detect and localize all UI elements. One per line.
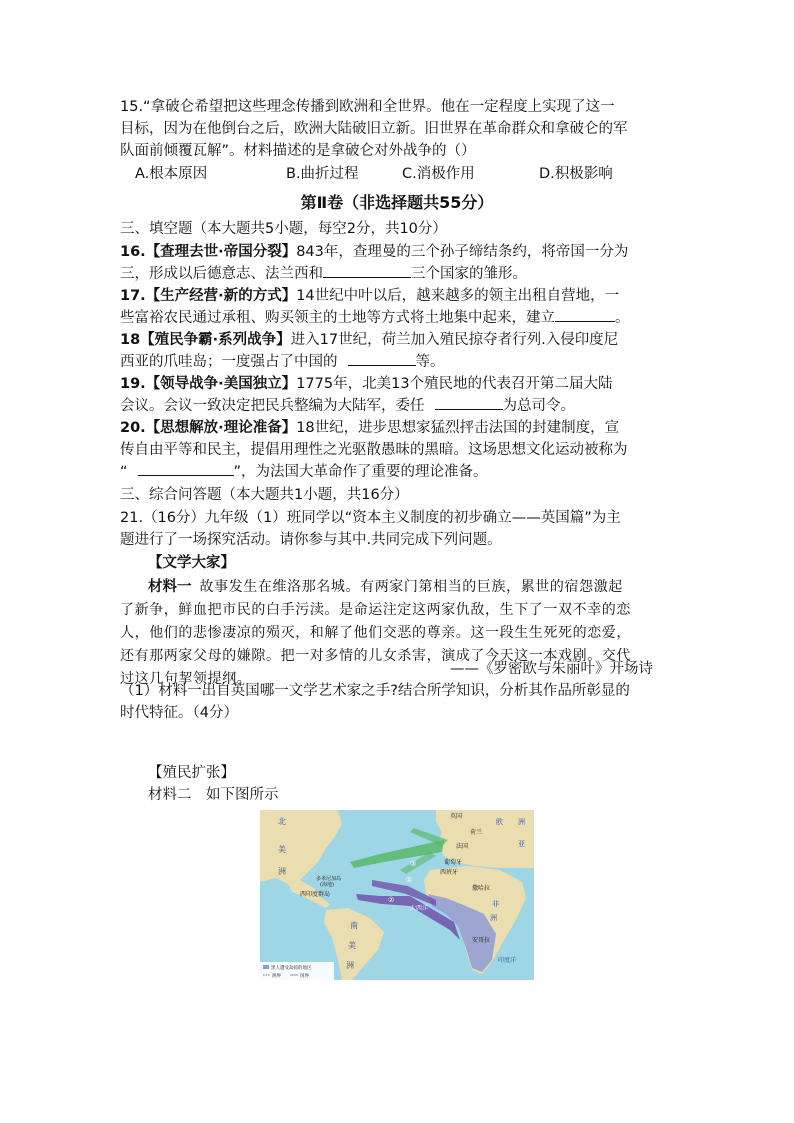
- q16-text-2a: 三，形成以后德意志、法兰西和: [120, 266, 323, 282]
- material1-text-1: 故事发生在维洛那名城。有两家门第相当的巨族，累世的宿怨激起: [199, 579, 623, 595]
- section-fill-blank-title: 三、填空题（本大题共5小题，每空2分，共10分）: [120, 221, 447, 237]
- q20-line-2: 传自由平等和民主，提倡用理性之光驱散愚昧的黑暗。这场思想文化运动被称为: [120, 442, 628, 458]
- q15-option-d: D.积极影响: [539, 166, 613, 182]
- part2-title: 第Ⅱ卷（非选择题共55分）: [300, 193, 494, 212]
- label-haiti: (海地): [320, 882, 334, 888]
- literature-heading: 【文学大家】: [148, 555, 235, 571]
- label-ya: 亚: [518, 840, 525, 848]
- label-zhou3: 洲: [490, 914, 497, 922]
- label-route-2: ②: [388, 896, 395, 904]
- q18-blank[interactable]: [348, 351, 416, 366]
- label-atlantic: 大西洋: [410, 905, 429, 912]
- label-netherlands: 荷兰: [470, 829, 483, 836]
- q19-text-2b: 为总司令。: [502, 398, 575, 414]
- legend-raid-swatch: [263, 965, 269, 969]
- q16-tag: 16.【查理去世·帝国分裂】: [120, 244, 297, 260]
- q15-line-3: 队面前倾覆瓦解”。材料描述的是拿破仑对外战争的（）: [120, 143, 476, 159]
- q17-text-2b: 。: [615, 310, 630, 326]
- q20-line-1: [120, 417, 619, 439]
- label-south: 南: [350, 921, 358, 930]
- q16-text-1: 843年，查理曼的三个孙子缔结条约，将帝国一分为: [296, 244, 629, 260]
- q15-option-b: B.曲折过程: [286, 166, 359, 182]
- sub-question-1-line-2: 时代特征。（4分）: [120, 705, 238, 721]
- q19-blank[interactable]: [435, 395, 503, 410]
- q19-line-1: [120, 373, 613, 395]
- q20-line-3: [120, 461, 488, 483]
- q18-text-1: 进入17世纪，荷兰加入殖民掠夺者行列.入侵印度尼: [290, 332, 619, 348]
- q20-text-1: 18世纪，进步思想家猛烈抨击法国的封建制度，宣: [296, 420, 620, 436]
- q20-text-3b: ”，为法国大革命作了重要的理论准备。: [233, 464, 488, 480]
- q19-line-2: [120, 395, 575, 417]
- sub-question-1-line-1: （1）材料一出自英国哪一文学艺术家之手?结合所学知识，分析其作品所彰显的: [120, 683, 630, 699]
- q21-line-2: 题进行了一场探究活动。请你参与其中.共同完成下列问题。: [120, 532, 502, 548]
- label-caribbean: 多米尼加岛: [316, 876, 342, 882]
- q16-blank[interactable]: [323, 263, 411, 278]
- q15-line-2: 目标，因为在他倒台之后，欧洲大陆破旧立新。旧世界在革命群众和拿破仑的军: [120, 121, 628, 137]
- label-sahara: 撒哈拉: [472, 885, 491, 892]
- material1-line-3: 人，他们的悲惨凄凉的殒灭，和解了他们交恶的尊亲。这一段生生死死的恋爱，: [120, 625, 631, 641]
- label-route-1: ①: [406, 876, 413, 884]
- q18-line-1: [120, 329, 618, 351]
- label-route-3: ③: [410, 860, 417, 868]
- label-south-america-mei: 美: [348, 941, 356, 950]
- label-west-indies: 西印度群岛: [300, 891, 331, 898]
- material1-line-1: [148, 576, 623, 598]
- label-france: 法国: [456, 843, 469, 850]
- q18-line-2: [120, 351, 445, 373]
- material1-line-4: 还有那两家父母的嫌隙。把一对多情的儿女杀害，演成了今天这一本戏剧。交代: [120, 648, 631, 664]
- q20-quote-open: “: [120, 464, 128, 480]
- q19-text-1: 1775年，北美13个殖民地的代表召开第二届大陆: [296, 376, 613, 392]
- material1-label: 材料一: [148, 579, 192, 595]
- label-angola: 安哥拉: [472, 937, 491, 944]
- q17-text-2a: 些富裕农民通过承租、购买领主的土地等方式将土地集中起来，建立: [120, 310, 555, 326]
- material2-caption: 材料二 如下图所示: [148, 787, 279, 803]
- q15-option-a: A.根本原因: [135, 166, 208, 182]
- q21-line-1: 21.（16分）九年级（1）班同学以“资本主义制度的初步确立——英国篇”为主: [120, 510, 621, 526]
- q17-blank[interactable]: [555, 307, 615, 322]
- material1-line-5: 过这几句挈领提纲。: [120, 671, 252, 687]
- label-spain: 西班牙: [440, 869, 459, 876]
- q16-line-2: [120, 263, 527, 285]
- q20-tag: 20.【思想解放·理论准备】: [120, 420, 297, 436]
- q15-line-1: 15.“拿破仑希望把这些理念传播到欧洲和全世界。他在一定程度上实现了这一: [120, 99, 615, 115]
- q18-text-2a: 西亚的爪哇岛；一度强占了中国的: [120, 354, 338, 370]
- q17-line-2: [120, 307, 630, 329]
- triangular-trade-map: [260, 810, 534, 980]
- colonial-heading: 【殖民扩张】: [148, 765, 235, 781]
- q16-text-2b: 三个国家的雏形。: [411, 266, 527, 282]
- q17-tag: 17.【生产经营·新的方式】: [120, 288, 297, 304]
- material1-source: ——《罗密欧与朱丽叶》开场诗: [450, 661, 653, 677]
- legend-continent-label: 洲界: [272, 974, 281, 979]
- label-fei: 非: [492, 900, 499, 908]
- label-south-america-zhou: 洲: [346, 961, 354, 970]
- q18-tag: 18【殖民争霸·系列战争】: [120, 332, 291, 348]
- q17-text-1: 14世纪中叶以后，越来越多的领主出租自营地，一: [296, 288, 620, 304]
- material1-line-2: 了新争，鲜血把市民的白手污渎。是命运注定这两家仇敌，生下了一双不幸的恋: [120, 602, 631, 618]
- q20-blank[interactable]: [138, 461, 234, 476]
- label-britain: 英国: [450, 813, 463, 820]
- label-north: 北: [278, 817, 286, 826]
- q16-line-1: [120, 241, 628, 263]
- q17-line-1: [120, 285, 619, 307]
- label-portugal: 葡萄牙: [444, 859, 463, 866]
- legend-border-label: 国界: [300, 974, 309, 979]
- q18-text-2b: 等。: [415, 354, 445, 370]
- label-indian-ocean: 印度洋: [498, 957, 517, 964]
- legend-raid-label: 黑人遭受劫掠的地区: [271, 966, 312, 971]
- label-zhou2: 洲: [518, 818, 525, 826]
- label-zhou: 洲: [278, 867, 286, 876]
- label-america: 美: [278, 845, 286, 854]
- q19-tag: 19.【领导战争·美国独立】: [120, 376, 297, 392]
- q19-text-2a: 会议。会议一致决定把民兵整编为大陆军，委任: [120, 398, 425, 414]
- q15-option-c: C.消极作用: [402, 166, 475, 182]
- label-ou: 欧: [496, 818, 503, 826]
- section-essay-title: 三、综合问答题（本大题共1小题，共16分）: [120, 487, 409, 503]
